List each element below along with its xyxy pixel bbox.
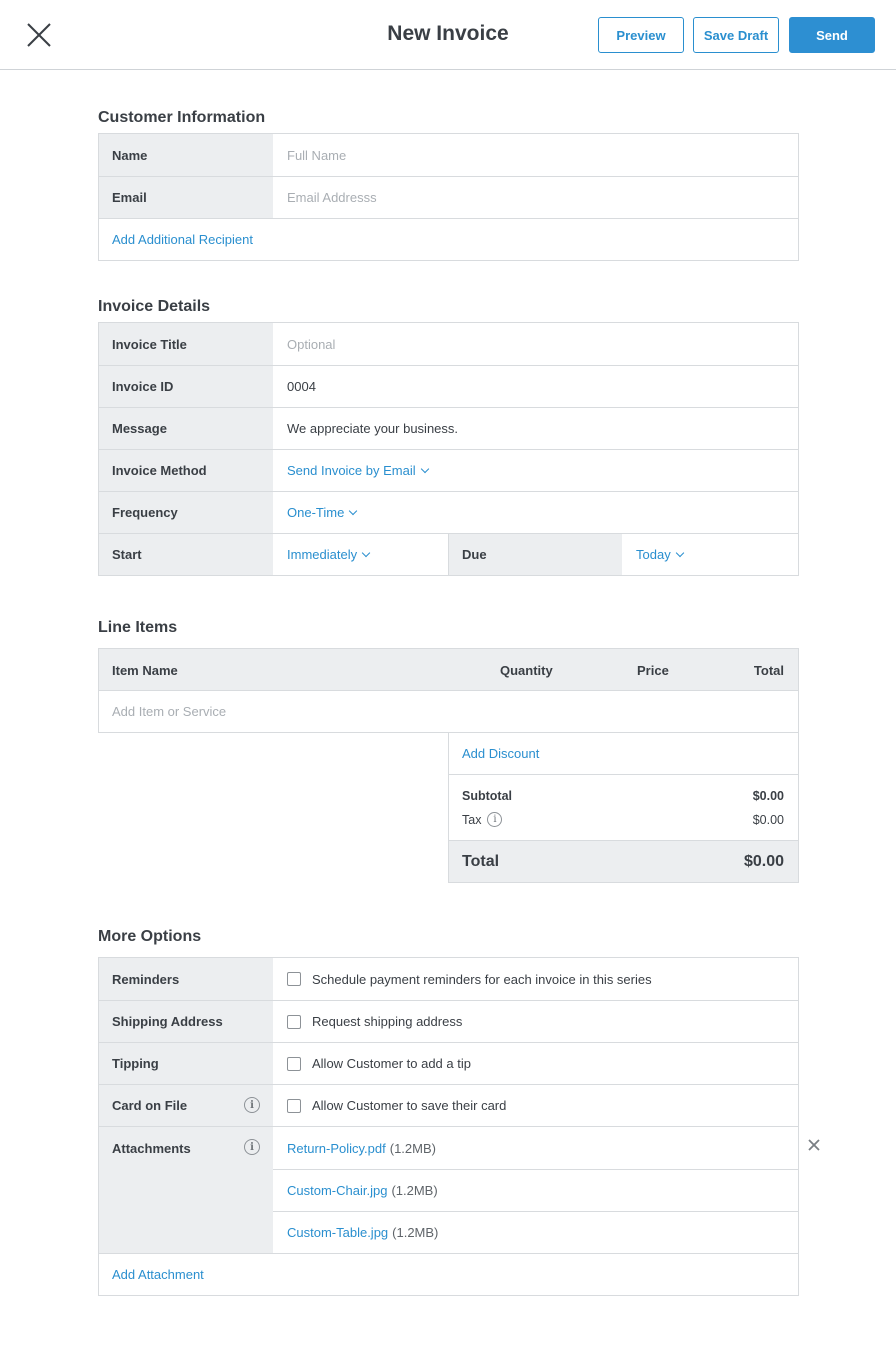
add-discount-row xyxy=(449,733,798,775)
invoice-details-box xyxy=(98,322,799,576)
due-label: Due xyxy=(448,534,622,575)
attachment-item xyxy=(273,1169,798,1211)
total-value: $0.00 xyxy=(743,852,784,870)
tipping-option[interactable] xyxy=(273,1043,798,1084)
message-row xyxy=(99,407,798,449)
card-on-file-label: Card on File xyxy=(112,1098,188,1113)
info-icon[interactable]: i xyxy=(244,1139,260,1155)
frequency-label: Frequency xyxy=(99,492,273,533)
invoice-method-dropdown[interactable] xyxy=(273,450,798,491)
tax-line xyxy=(462,812,784,827)
add-attachment-link[interactable]: Add Attachment xyxy=(112,1267,204,1282)
totals-summary xyxy=(448,732,799,883)
start-value[interactable]: Immediately xyxy=(287,547,358,562)
subtotal-tax-block xyxy=(449,775,798,841)
column-quantity: Quantity xyxy=(500,663,553,678)
invoice-id-row xyxy=(99,365,798,407)
shipping-label: Shipping Address xyxy=(99,1001,273,1042)
add-item-input[interactable]: Add Item or Service xyxy=(98,690,799,733)
save-draft-button[interactable]: Save Draft xyxy=(693,17,779,53)
customer-info-box xyxy=(98,133,799,261)
reminders-text: Schedule payment reminders for each invoice in this series xyxy=(312,971,652,987)
column-price: Price xyxy=(637,663,669,678)
invoice-method-label: Invoice Method xyxy=(99,450,273,491)
subtotal-value: $0.00 xyxy=(752,789,784,803)
invoice-method-value[interactable]: Send Invoice by Email xyxy=(287,463,416,478)
add-discount-link[interactable]: Add Discount xyxy=(462,746,540,761)
line-items-header xyxy=(98,648,799,691)
reminders-checkbox[interactable] xyxy=(287,972,301,986)
details-section-title: Invoice Details xyxy=(98,298,211,315)
remove-icon[interactable] xyxy=(808,1139,820,1151)
invoice-method-row xyxy=(99,449,798,491)
start-label: Start xyxy=(99,534,273,575)
shipping-checkbox[interactable] xyxy=(287,1015,301,1029)
info-icon[interactable]: i xyxy=(244,1097,260,1113)
card-on-file-text: Allow Customer to save their card xyxy=(312,1098,507,1113)
attachment-link[interactable]: Return-Policy.pdf xyxy=(287,1140,386,1156)
tipping-checkbox[interactable] xyxy=(287,1057,301,1071)
line-items-section-title: Line Items xyxy=(98,619,178,636)
options-section-title: More Options xyxy=(98,928,202,945)
reminders-option[interactable] xyxy=(273,958,798,1000)
frequency-dropdown[interactable] xyxy=(273,492,798,533)
name-input[interactable]: Full Name xyxy=(287,147,347,163)
info-icon[interactable]: i xyxy=(487,812,502,827)
add-recipient-link[interactable]: Add Additional Recipient xyxy=(112,232,253,247)
tax-label: Tax xyxy=(462,812,482,827)
chevron-down-icon xyxy=(362,548,370,556)
tipping-text: Allow Customer to add a tip xyxy=(312,1056,471,1071)
tipping-row xyxy=(99,1042,798,1084)
add-attachment-row xyxy=(99,1253,798,1295)
column-total: Total xyxy=(753,663,784,678)
card-on-file-row xyxy=(99,1084,798,1126)
attachment-item xyxy=(273,1127,798,1169)
start-dropdown[interactable] xyxy=(273,534,448,575)
more-options-box xyxy=(98,957,799,1296)
shipping-row xyxy=(99,1000,798,1042)
chevron-down-icon xyxy=(420,464,428,472)
tipping-label: Tipping xyxy=(99,1043,273,1084)
top-bar xyxy=(0,0,896,70)
tax-label-wrap xyxy=(462,812,502,827)
attachment-size: (1.2MB) xyxy=(389,1140,436,1156)
invoice-title-label: Invoice Title xyxy=(99,323,273,365)
invoice-id-label: Invoice ID xyxy=(99,366,273,407)
chevron-down-icon xyxy=(349,506,357,514)
start-due-row xyxy=(99,533,798,575)
frequency-row xyxy=(99,491,798,533)
message-label: Message xyxy=(99,408,273,449)
attachments-label: Attachments xyxy=(112,1141,191,1156)
page-title: New Invoice xyxy=(387,22,509,45)
attachments-label-cell xyxy=(99,1127,273,1253)
due-dropdown[interactable] xyxy=(622,534,798,575)
reminders-label: Reminders xyxy=(99,958,273,1000)
due-value[interactable]: Today xyxy=(636,547,671,562)
name-row xyxy=(99,134,798,176)
attachment-link[interactable]: Custom-Table.jpg xyxy=(287,1225,389,1240)
attachment-link[interactable]: Custom-Chair.jpg xyxy=(287,1183,388,1198)
invoice-title-row xyxy=(99,323,798,365)
preview-button[interactable]: Preview xyxy=(598,17,684,53)
attachment-size: (1.2MB) xyxy=(392,1225,439,1240)
attachments-row xyxy=(99,1126,798,1253)
add-recipient-row xyxy=(99,218,798,260)
invoice-id-input[interactable]: 0004 xyxy=(287,379,316,394)
card-on-file-checkbox[interactable] xyxy=(287,1099,301,1113)
attachment-item xyxy=(273,1211,798,1253)
total-line xyxy=(449,841,798,882)
email-input[interactable]: Email Addresss xyxy=(287,190,377,205)
subtotal-label: Subtotal xyxy=(462,789,512,803)
tax-value: $0.00 xyxy=(752,812,784,827)
reminders-row xyxy=(99,958,798,1000)
send-button[interactable]: Send xyxy=(789,17,875,53)
chevron-down-icon xyxy=(675,548,683,556)
email-row xyxy=(99,176,798,218)
close-icon[interactable] xyxy=(24,20,54,50)
attachment-size: (1.2MB) xyxy=(391,1183,438,1198)
message-input[interactable]: We appreciate your business. xyxy=(287,421,459,436)
shipping-option[interactable] xyxy=(273,1001,798,1042)
total-label: Total xyxy=(462,852,500,870)
attachments-list xyxy=(273,1127,798,1253)
column-item-name: Item Name xyxy=(112,663,178,678)
card-on-file-option[interactable] xyxy=(273,1085,798,1126)
invoice-title-input[interactable]: Optional xyxy=(287,336,336,352)
customer-section-title: Customer Information xyxy=(98,109,266,126)
subtotal-line xyxy=(462,789,784,803)
frequency-value[interactable]: One-Time xyxy=(287,505,345,520)
card-on-file-label-cell xyxy=(99,1085,273,1126)
name-label: Name xyxy=(99,134,273,176)
email-label: Email xyxy=(99,177,273,218)
shipping-text: Request shipping address xyxy=(312,1014,463,1029)
